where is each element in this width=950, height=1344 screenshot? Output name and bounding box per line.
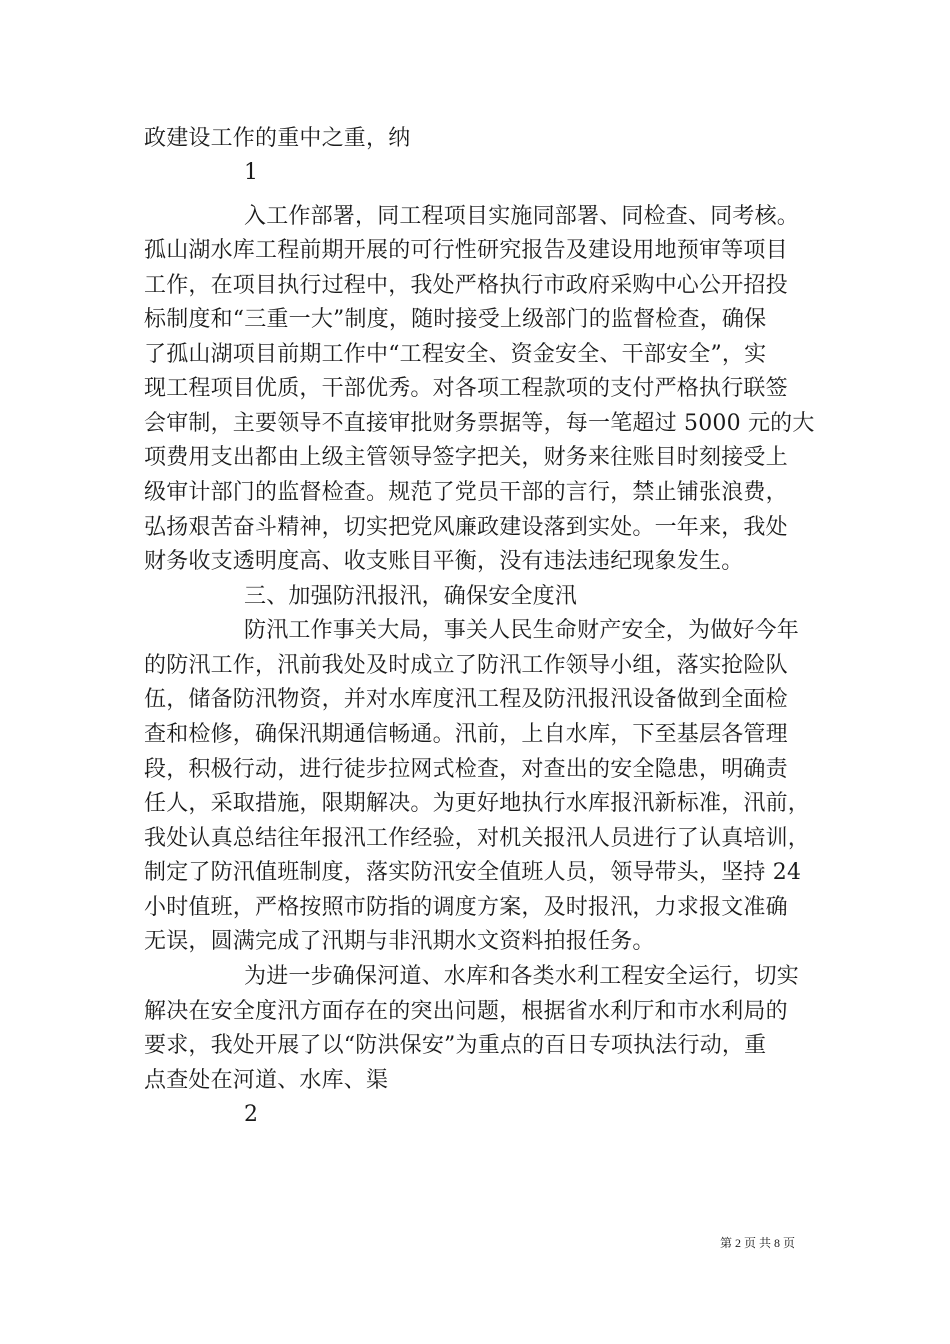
page-footer: 第 2 页 共 8 页 xyxy=(720,1236,796,1250)
text-line: 政建设工作的重中之重，纳 xyxy=(144,126,411,151)
text-line: 防汛工作事关大局，事关人民生命财产安全，为做好今年 xyxy=(244,618,800,643)
text-line: 项费用支出都由上级主管领导签字把关，财务来往账目时刻接受上 xyxy=(144,445,788,470)
text-line: 点查处在河道、水库、渠 xyxy=(144,1068,389,1093)
text-line: 孤山湖水库工程前期开展的可行性研究报告及建设用地预审等项目 xyxy=(144,238,788,263)
text-line: 为进一步确保河道、水库和各类水利工程安全运行，切实 xyxy=(244,964,800,989)
text-line: 查和检修，确保汛期通信畅通。汛前，上自水库，下至基层各管理 xyxy=(144,722,788,747)
text-line: 小时值班，严格按照市防指的调度方案，及时报汛，力求报文准确 xyxy=(144,895,788,920)
text-line: 我处认真总结往年报汛工作经验，对机关报汛人员进行了认真培训， xyxy=(144,826,811,851)
text-line: 入工作部署，同工程项目实施同部署、同检查、同考核。 xyxy=(244,204,800,229)
text-line: 标制度和“三重一大”制度，随时接受上级部门的监督检查，确保 xyxy=(144,307,767,332)
inline-page-number: 2 xyxy=(244,1102,259,1127)
inline-page-number: 1 xyxy=(244,160,259,185)
text-line: 弘扬艰苦奋斗精神，切实把党风廉政建设落到实处。一年来，我处 xyxy=(144,515,788,540)
text-line: 要求，我处开展了以“防洪保安”为重点的百日专项执法行动，重 xyxy=(144,1033,767,1058)
text-line: 制定了防汛值班制度，落实防汛安全值班人员，领导带头，坚持 24 xyxy=(144,860,802,885)
section-heading: 三、加强防汛报汛，确保安全度汛 xyxy=(244,584,578,609)
text-line: 段，积极行动，进行徒步拉网式检查，对查出的安全隐患，明确责 xyxy=(144,757,788,782)
text-line: 了孤山湖项目前期工作中“工程安全、资金安全、干部安全”，实 xyxy=(144,342,767,367)
text-line: 现工程项目优质，干部优秀。对各项工程款项的支付严格执行联签 xyxy=(144,376,788,401)
text-line: 财务收支透明度高、收支账目平衡，没有违法违纪现象发生。 xyxy=(144,549,744,574)
text-line: 伍，储备防汛物资，并对水库度汛工程及防汛报汛设备做到全面检 xyxy=(144,687,788,712)
text-line: 会审制，主要领导不直接审批财务票据等，每一笔超过 5000 元的大 xyxy=(144,411,815,436)
text-line: 级审计部门的监督检查。规范了党员干部的言行，禁止铺张浪费， xyxy=(144,480,788,505)
text-line: 工作，在项目执行过程中，我处严格执行市政府采购中心公开招投 xyxy=(144,273,788,298)
text-line: 解决在安全度汛方面存在的突出问题，根据省水利厅和市水利局的 xyxy=(144,999,788,1024)
text-line: 的防汛工作，汛前我处及时成立了防汛工作领导小组，落实抢险队 xyxy=(144,653,788,678)
text-line: 无误，圆满完成了汛期与非汛期水文资料拍报任务。 xyxy=(144,929,655,954)
text-line: 任人，采取措施，限期解决。为更好地执行水库报汛新标准，汛前， xyxy=(144,791,811,816)
